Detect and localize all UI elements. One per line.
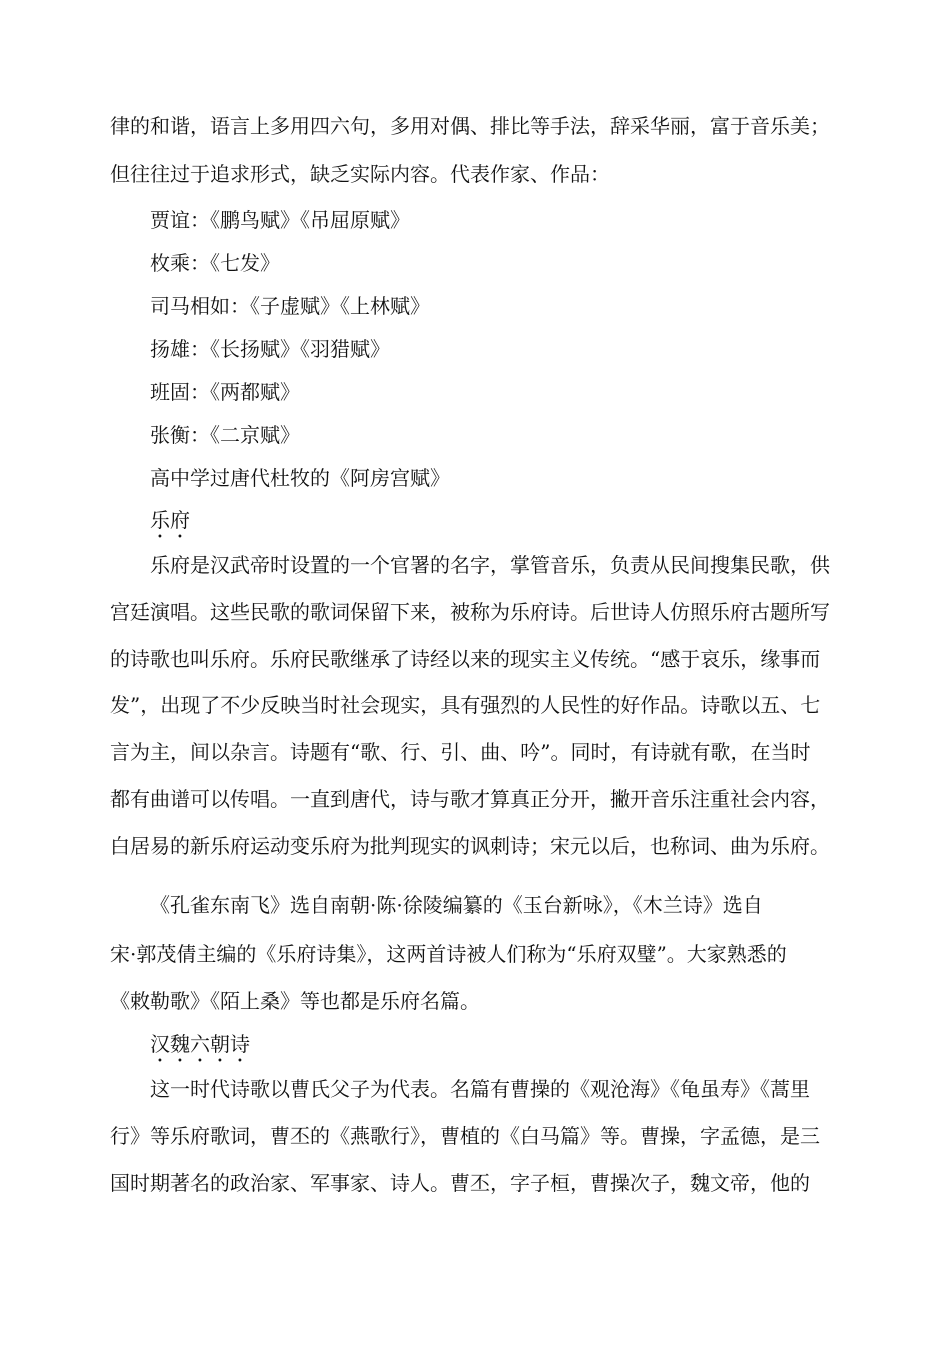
author-item-meicheng: 枚乘：《七发》: [150, 251, 280, 275]
author-item-jiayi: 贾谊：《鹏鸟赋》《吊屈原赋》: [150, 208, 410, 232]
yuefu-line-4: 发”，出现了不少反映当时社会现实，具有强烈的人民性的好作品。诗歌以五、七: [110, 693, 821, 717]
kongque-line-3: 《敕勒歌》《陌上桑》等也都是乐府名篇。: [110, 989, 480, 1013]
section-heading-yuefu: 乐府: [150, 508, 190, 532]
author-item-yangxiong: 扬雄：《长扬赋》《羽猎赋》: [150, 337, 390, 361]
yuefu-line-7: 白居易的新乐府运动变乐府为批判现实的讽刺诗；宋元以后，也称词、曲为乐府。: [110, 834, 830, 858]
section-heading-hanwei: 汉魏六朝诗: [150, 1032, 250, 1056]
intro-line-2: 但往往过于追求形式，缺乏实际内容。代表作家、作品：: [110, 162, 610, 186]
hanwei-line-1: 这一时代诗歌以曹氏父子为代表。名篇有曹操的《观沧海》《龟虽寿》《蒿里: [150, 1077, 810, 1101]
kongque-line-2: 宋·郭茂倩主编的《乐府诗集》，这两首诗被人们称为“乐府双璧”。大家熟悉的: [110, 942, 787, 966]
intro-line-1: 律的和谐，语言上多用四六句，多用对偶、排比等手法，辞采华丽，富于音乐美；: [110, 114, 830, 138]
author-item-bangu: 班固：《两都赋》: [150, 380, 300, 404]
yuefu-line-3: 的诗歌也叫乐府。乐府民歌继承了诗经以来的现实主义传统。“感于哀乐，缘事而: [110, 647, 821, 671]
author-item-simaxiangru: 司马相如：《子虚赋》《上林赋》: [150, 294, 430, 318]
yuefu-line-5: 言为主，间以杂言。诗题有“歌、行、引、曲、吟”。同时，有诗就有歌，在当时: [110, 740, 811, 764]
yuefu-line-1: 乐府是汉武帝时设置的一个官署的名字，掌管音乐，负责从民间搜集民歌，供: [150, 553, 830, 577]
hanwei-line-2: 行》等乐府歌词，曹丕的《燕歌行》，曹植的《白马篇》等。曹操，字孟德，是三: [110, 1124, 820, 1148]
kongque-line-1: 《孔雀东南飞》选自南朝·陈·徐陵编纂的《玉台新咏》，《木兰诗》选自: [150, 893, 763, 917]
yuefu-line-6: 都有曲谱可以传唱。一直到唐代，诗与歌才算真正分开，撇开音乐注重社会内容，: [110, 787, 830, 811]
author-item-zhangheng: 张衡：《二京赋》: [150, 423, 300, 447]
hanwei-line-3: 国时期著名的政治家、军事家、诗人。曹丕，字子桓，曹操次子，魏文帝，他的: [110, 1171, 810, 1195]
yuefu-line-2: 宫廷演唱。这些民歌的歌词保留下来，被称为乐府诗。后世诗人仿照乐府古题所写: [110, 600, 830, 624]
author-item-dumu-note: 高中学过唐代杜牧的《阿房宫赋》: [150, 466, 450, 490]
